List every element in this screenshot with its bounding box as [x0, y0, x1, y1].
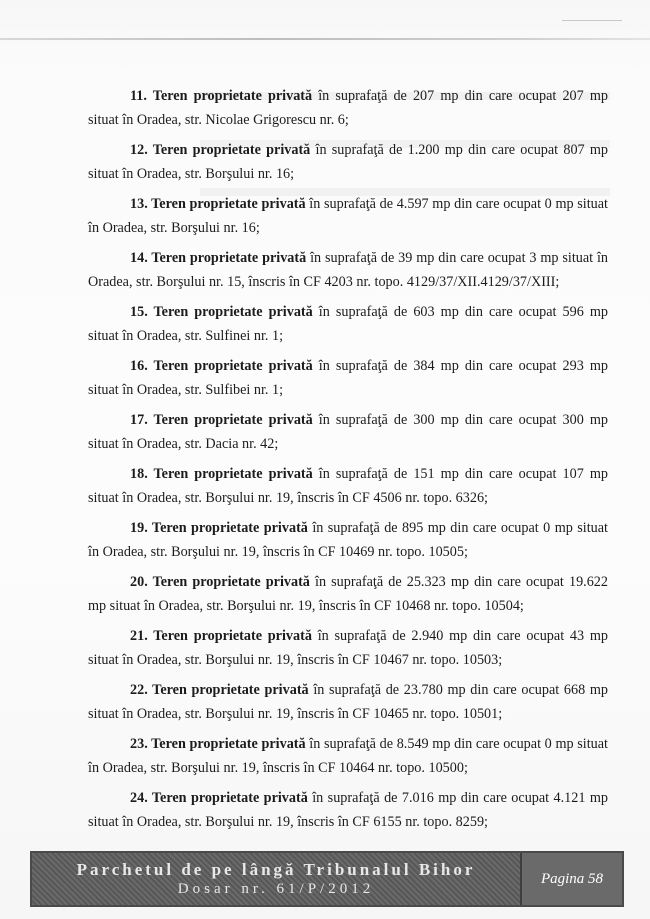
list-item — [88, 138, 608, 186]
list-item — [88, 354, 608, 402]
page-number: Pagina 58 — [522, 853, 622, 905]
item-lead: 23. Teren proprietate privată — [130, 736, 306, 752]
list-item — [88, 84, 608, 132]
list-item — [88, 732, 608, 780]
list-item — [88, 408, 608, 456]
item-lead: 15. Teren proprietate privată — [130, 304, 313, 320]
item-lead: 21. Teren proprietate privată — [130, 628, 312, 644]
item-text: în suprafaţă de 39 mp din care ocupat 3 mp situat în Oradea, str. Borşului nr. 15, înscris în CF 4203 nr. topo. 4129/37/XII.4129/37/XIII; — [88, 250, 608, 290]
item-lead: 16. Teren proprietate privată — [130, 358, 313, 374]
item-text: în suprafaţă de 207 mp din care ocupat 207 mp situat în Oradea, str. Nicolae Grigorescu nr. 6; — [88, 88, 608, 128]
item-lead: 11. Teren proprietate privată — [130, 88, 313, 104]
document-body — [88, 84, 608, 840]
list-item — [88, 462, 608, 510]
item-text: în suprafaţă de 384 mp din care ocupat 293 mp situat în Oradea, str. Sulfibei nr. 1; — [88, 358, 608, 398]
page-footer — [30, 851, 624, 907]
list-item — [88, 516, 608, 564]
footer-institution — [32, 853, 522, 905]
item-lead: 13. Teren proprietate privată — [130, 196, 306, 212]
item-text: în suprafaţă de 2.940 mp din care ocupat 43 mp situat în Oradea, str. Borşului nr. 19, înscris în CF 10467 nr. topo. 10503; — [88, 628, 608, 668]
item-lead: 12. Teren proprietate privată — [130, 142, 311, 158]
list-item — [88, 786, 608, 834]
item-lead: 17. Teren proprietate privată — [130, 412, 313, 428]
item-lead: 20. Teren proprietate privată — [130, 574, 310, 590]
footer-institution-name: Parchetul de pe lângă Tribunalul Bihor — [76, 860, 476, 879]
item-text: în suprafaţă de 300 mp din care ocupat 300 mp situat în Oradea, str. Dacia nr. 42; — [88, 412, 608, 452]
list-item — [88, 570, 608, 618]
item-lead: 14. Teren proprietate privată — [130, 250, 307, 266]
item-text: în suprafaţă de 25.323 mp din care ocupat 19.622 mp situat în Oradea, str. Borşului nr. 19, înscris în CF 10468 nr. topo. 10504; — [88, 574, 608, 614]
item-text: în suprafaţă de 895 mp din care ocupat 0 mp situat în Oradea, str. Borşului nr. 19, înscris în CF 10469 nr. topo. 10505; — [88, 520, 608, 560]
item-lead: 22. Teren proprietate privată — [130, 682, 309, 698]
item-text: în suprafaţă de 7.016 mp din care ocupat 4.121 mp situat în Oradea, str. Borşului nr. 19, înscris în CF 6155 nr. topo. 8259; — [88, 790, 608, 830]
item-text: în suprafaţă de 151 mp din care ocupat 107 mp situat în Oradea, str. Borşului nr. 19, înscris în CF 4506 nr. topo. 6326; — [88, 466, 608, 506]
header-rule — [0, 38, 650, 40]
item-text: în suprafaţă de 23.780 mp din care ocupat 668 mp situat în Oradea, str. Borşului nr. 19, înscris în CF 10465 nr. topo. 10501; — [88, 682, 608, 722]
item-text: în suprafaţă de 603 mp din care ocupat 596 mp situat în Oradea, str. Sulfinei nr. 1; — [88, 304, 608, 344]
item-text: în suprafaţă de 1.200 mp din care ocupat 807 mp situat în Oradea, str. Borşului nr. 16; — [88, 142, 608, 182]
item-lead: 18. Teren proprietate privată — [130, 466, 313, 482]
list-item — [88, 300, 608, 348]
list-item — [88, 246, 608, 294]
list-item — [88, 678, 608, 726]
list-item — [88, 192, 608, 240]
item-text: în suprafaţă de 8.549 mp din care ocupat 0 mp situat în Oradea, str. Borşului nr. 19, înscris în CF 10464 nr. topo. 10500; — [88, 736, 608, 776]
list-item — [88, 624, 608, 672]
footer-case-number: Dosar nr. 61/P/2012 — [177, 881, 375, 897]
item-lead: 19. Teren proprietate privată — [130, 520, 308, 536]
header-rule-short — [562, 20, 622, 21]
item-text: în suprafaţă de 4.597 mp din care ocupat 0 mp situat în Oradea, str. Borşului nr. 16; — [88, 196, 608, 236]
item-lead: 24. Teren proprietate privată — [130, 790, 308, 806]
